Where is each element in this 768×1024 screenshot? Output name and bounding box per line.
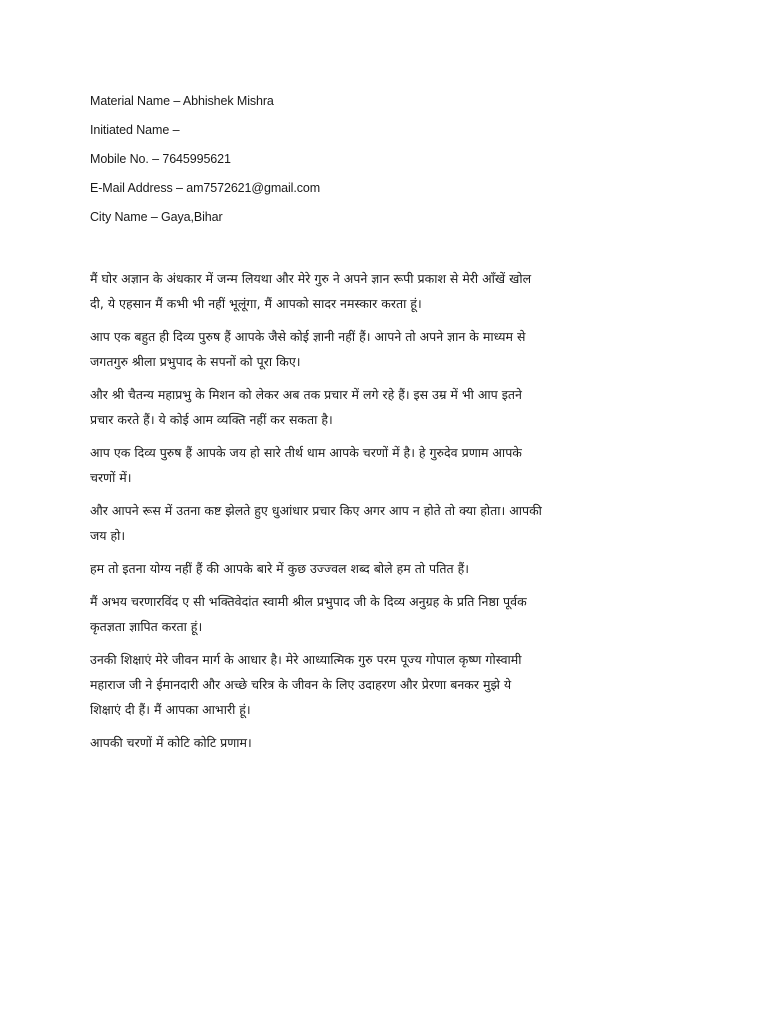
- paragraph-line: उनकी शिक्षाएं मेरे जीवन मार्ग के आधार है। मेरे आध्यात्मिक गुरु परम पूज्य गोपाल कृष्ण गोस्वामी: [90, 652, 522, 667]
- letter-paragraph: [90, 498, 670, 548]
- paragraph-line: आप एक दिव्य पुरुष हैं आपके जय हो सारे तीर्थ धाम आपके चरणों में है। हे गुरुदेव प्रणाम आपके: [90, 445, 522, 460]
- paragraph-line: आपकी चरणों में कोटि कोटि प्रणाम।: [90, 735, 252, 750]
- letter-paragraph: [90, 324, 670, 374]
- letter-paragraph: [90, 589, 670, 639]
- paragraph-line: शिक्षाएं दी हैं। मैं आपका आभारी हूं।: [90, 702, 251, 717]
- paragraph-line: मैं घोर अज्ञान के अंधकार में जन्म लियथा और मेरे गुरु ने अपने ज्ञान रूपी प्रकाश से मेरी आँखें खोल: [90, 271, 532, 286]
- paragraph-line: दी, ये एहसान मैं कभी भी नहीं भूलूंगा, मैं आपको सादर नमस्कार करता हूं।: [90, 296, 422, 311]
- letter-paragraph: [90, 730, 670, 755]
- paragraph-line: जय हो।: [90, 528, 126, 543]
- letter-paragraph: [90, 556, 670, 581]
- paragraph-line: महाराज जी ने ईमानदारी और अच्छे चरित्र के जीवन के लिए उदाहरण और प्रेरणा बनकर मुझे ये: [90, 677, 512, 692]
- paragraph-line: प्रचार करते हैं। ये कोई आम व्यक्ति नहीं कर सकता है।: [90, 412, 333, 427]
- initiated-name-line: Initiated Name –: [90, 123, 180, 137]
- material-name-line: Material Name – Abhishek Mishra: [90, 94, 274, 108]
- email-address-line: E-Mail Address – am7572621@gmail.com: [90, 181, 321, 195]
- paragraph-line: मैं अभय चरणारविंद ए सी भक्तिवेदांत स्वामी श्रील प्रभुपाद जी के दिव्य अनुग्रह के प्रति निष्ठा पूर्वक: [90, 594, 527, 609]
- contact-details: [90, 92, 650, 237]
- mobile-number-line: Mobile No. – 7645995621: [90, 152, 231, 166]
- letter-paragraph: [90, 266, 670, 316]
- paragraph-line: आप एक बहुत ही दिव्य पुरुष हैं आपके जैसे कोई ज्ञानी नहीं हैं। आपने तो अपने ज्ञान के माध्यम से: [90, 329, 526, 344]
- city-name-line: City Name – Gaya,Bihar: [90, 210, 223, 224]
- letter-body: [90, 266, 670, 763]
- paragraph-line: चरणों में।: [90, 470, 132, 485]
- paragraph-line: हम तो इतना योग्य नहीं हैं की आपके बारे में कुछ उज्ज्वल शब्द बोले हम तो पतित हैं।: [90, 561, 469, 576]
- paragraph-line: जगतगुरु श्रीला प्रभुपाद के सपनों को पूरा किए।: [90, 354, 301, 369]
- paragraph-line: और आपने रूस में उतना कष्ट झेलते हुए धुआंधार प्रचार किए अगर आप न होते तो क्या होता। आपकी: [90, 503, 542, 518]
- letter-paragraph: [90, 440, 670, 490]
- letter-paragraph: [90, 647, 670, 722]
- paragraph-line: कृतज्ञता ज्ञापित करता हूं।: [90, 619, 203, 634]
- letter-paragraph: [90, 382, 670, 432]
- paragraph-line: और श्री चैतन्य महाप्रभु के मिशन को लेकर अब तक प्रचार में लगे रहे हैं। इस उम्र में भी आप इतने: [90, 387, 522, 402]
